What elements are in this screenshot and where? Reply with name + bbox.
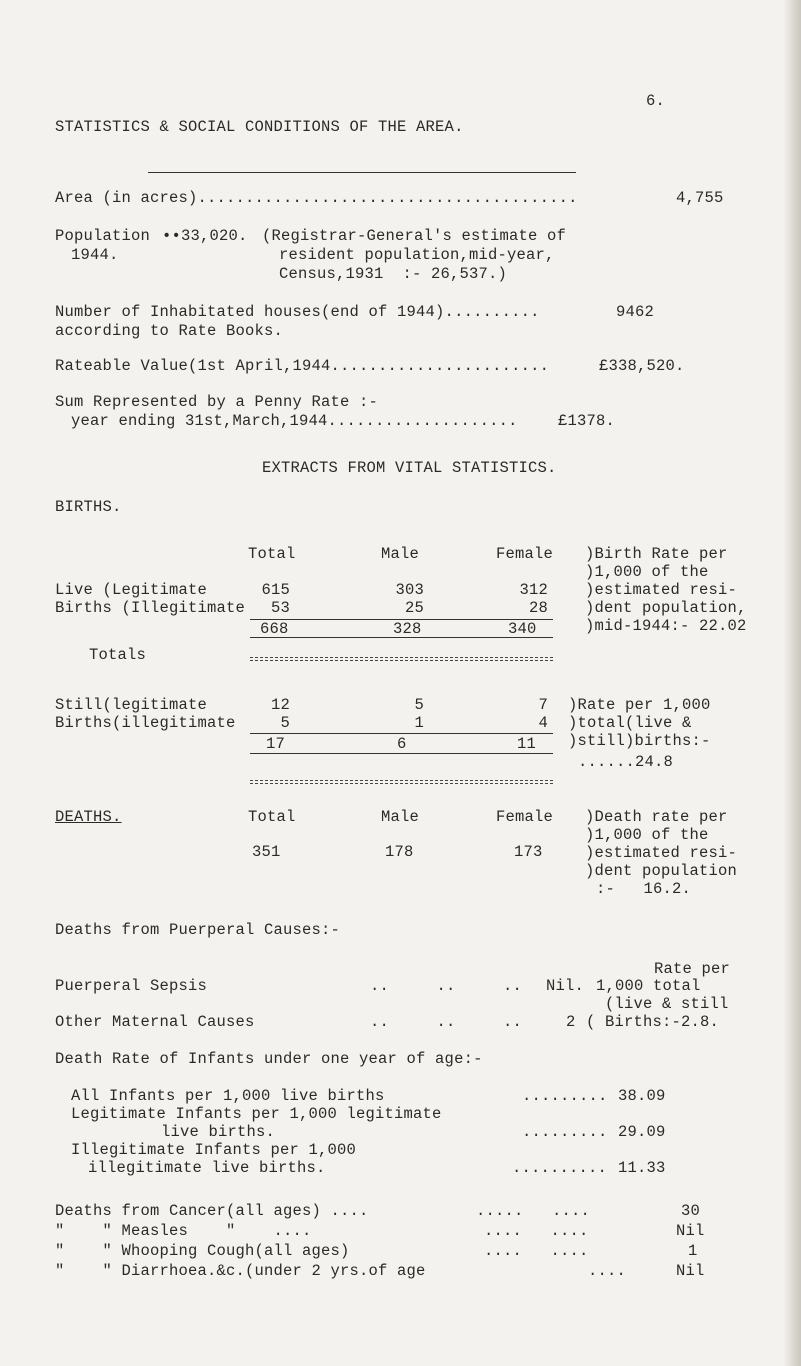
births-total-male: 328 bbox=[393, 620, 422, 638]
death-note-3: )estimated resi- bbox=[585, 844, 738, 862]
still-births-label-1: Still(legitimate bbox=[55, 696, 208, 714]
still-note-4: ......24.8 bbox=[578, 753, 674, 771]
infants-legit-dots: ......... bbox=[522, 1123, 608, 1141]
cancer-deaths-dots: ..... .... bbox=[476, 1202, 591, 1220]
live-births-label-1: Live (Legitimate bbox=[55, 581, 208, 599]
legit-male: 303 bbox=[395, 581, 424, 599]
births-col-male: Male bbox=[381, 545, 420, 563]
deaths-col-female: Female bbox=[496, 808, 554, 826]
illegit-female: 28 bbox=[528, 599, 548, 617]
still-note-1: )Rate per 1,000 bbox=[568, 696, 711, 714]
birth-rate-note-5: )mid-1944:- 22.02 bbox=[585, 617, 747, 635]
still-total-male: 6 bbox=[397, 735, 407, 753]
population-label: Population bbox=[55, 227, 151, 245]
whooping-cough-deaths-dots: .... .... bbox=[484, 1242, 589, 1260]
legit-total: 615 bbox=[261, 581, 290, 599]
page-edge-shadow bbox=[783, 0, 801, 1366]
still-total-female: 11 bbox=[517, 735, 537, 753]
infants-illegit-dots: .......... bbox=[512, 1159, 608, 1177]
rate-head-4: ( Births:-2.8. bbox=[586, 1013, 720, 1031]
area-label: Area (in acres)........................................ bbox=[55, 189, 578, 207]
births-total-all: 668 bbox=[260, 620, 289, 638]
infants-legit-label-1: Legitimate Infants per 1,000 legitimate bbox=[71, 1105, 442, 1123]
infants-illegit-label-2: illegitimate live births. bbox=[88, 1159, 326, 1177]
whooping-cough-deaths-value: 1 bbox=[688, 1242, 698, 1260]
still-note-3: )still)births:- bbox=[568, 732, 711, 750]
death-note-4: )dent population bbox=[585, 862, 738, 880]
still-illegit-total: 5 bbox=[280, 714, 290, 732]
cancer-deaths-label: Deaths from Cancer(all ages) .... bbox=[55, 1202, 369, 1220]
page-number: 6. bbox=[646, 92, 666, 110]
legit-female: 312 bbox=[519, 581, 548, 599]
still-double-rule bbox=[250, 780, 553, 784]
death-note-1: )Death rate per bbox=[585, 808, 728, 826]
still-legit-female: 7 bbox=[538, 696, 548, 714]
births-total-female: 340 bbox=[508, 620, 537, 638]
still-births-label-2: Births(illegitimate bbox=[55, 714, 236, 732]
death-note-2: )1,000 of the bbox=[585, 826, 709, 844]
cancer-deaths-value: 30 bbox=[681, 1202, 701, 1220]
area-value: 4,755 bbox=[676, 189, 724, 207]
still-subtotal-rule bbox=[250, 733, 553, 734]
birth-rate-note-4: )dent population, bbox=[585, 599, 747, 617]
infants-all-dots: ......... bbox=[522, 1087, 608, 1105]
population-note-1: (Registrar-General's estimate of bbox=[262, 227, 567, 245]
still-total-rule bbox=[250, 753, 553, 754]
vital-heading: EXTRACTS FROM VITAL STATISTICS. bbox=[262, 459, 557, 477]
houses-line-1: Number of Inhabitated houses(end of 1944).......... bbox=[55, 303, 540, 321]
births-double-rule bbox=[250, 657, 553, 661]
still-note-2: )total(live & bbox=[568, 714, 692, 732]
still-legit-total: 12 bbox=[270, 696, 290, 714]
deaths-male: 178 bbox=[385, 843, 414, 861]
rate-head-1: Rate per bbox=[654, 960, 731, 978]
infants-illegit-label-1: Illegitimate Infants per 1,000 bbox=[71, 1141, 357, 1159]
death-note-5: :- 16.2. bbox=[596, 880, 692, 898]
sepsis-label: Puerperal Sepsis bbox=[55, 977, 208, 995]
still-legit-male: 5 bbox=[414, 696, 424, 714]
infants-all-label: All Infants per 1,000 live births bbox=[71, 1087, 385, 1105]
rateable-value: £338,520. bbox=[599, 357, 685, 375]
other-maternal-value: 2 bbox=[566, 1013, 576, 1031]
births-total-rule bbox=[250, 637, 553, 638]
deaths-female: 173 bbox=[514, 843, 543, 861]
title-rule bbox=[148, 172, 576, 173]
measles-deaths-value: Nil bbox=[676, 1222, 705, 1240]
houses-line-2: according to Rate Books. bbox=[55, 322, 284, 340]
infants-legit-value: 29.09 bbox=[618, 1123, 666, 1141]
birth-rate-note-1: )Birth Rate per bbox=[585, 545, 728, 563]
deaths-col-total: Total bbox=[248, 808, 296, 826]
population-note-3: Census,1931 :- 26,537.) bbox=[279, 265, 508, 283]
population-value: ••33,020. bbox=[162, 227, 248, 245]
diarrhoea-deaths-label: " " Diarrhoea.&c.(under 2 yrs.of age bbox=[55, 1262, 426, 1280]
measles-deaths-dots: .... .... bbox=[484, 1222, 589, 1240]
totals-label: Totals bbox=[89, 646, 147, 664]
deaths-col-male: Male bbox=[381, 808, 420, 826]
illegit-male: 25 bbox=[404, 599, 424, 617]
whooping-cough-deaths-label: " " Whooping Cough(all ages) bbox=[55, 1242, 350, 1260]
illegit-total: 53 bbox=[270, 599, 290, 617]
live-births-label-2: Births (Illegitimate bbox=[55, 599, 246, 617]
houses-value: 9462 bbox=[616, 303, 655, 321]
sepsis-value: Nil. bbox=[546, 977, 585, 995]
births-heading: BIRTHS. bbox=[55, 498, 122, 516]
still-illegit-male: 1 bbox=[414, 714, 424, 732]
infants-heading: Death Rate of Infants under one year of age:- bbox=[55, 1050, 483, 1068]
birth-rate-note-2: )1,000 of the bbox=[585, 563, 709, 581]
birth-rate-note-3: )estimated resi- bbox=[585, 581, 738, 599]
penny-line-1: Sum Represented by a Penny Rate :- bbox=[55, 393, 379, 411]
sepsis-dots: .. .. .. bbox=[370, 977, 523, 995]
deaths-total: 351 bbox=[252, 843, 281, 861]
still-illegit-female: 4 bbox=[538, 714, 548, 732]
still-total-all: 17 bbox=[266, 735, 286, 753]
infants-illegit-value: 11.33 bbox=[618, 1159, 666, 1177]
births-col-female: Female bbox=[496, 545, 554, 563]
other-maternal-label: Other Maternal Causes bbox=[55, 1013, 255, 1031]
other-maternal-dots: .. .. .. bbox=[370, 1013, 523, 1031]
measles-deaths-label: " " Measles " .... bbox=[55, 1222, 312, 1240]
infants-legit-label-2: live births. bbox=[161, 1123, 276, 1141]
rate-head-2: 1,000 total bbox=[596, 977, 701, 995]
deaths-heading: DEATHS. bbox=[55, 808, 122, 826]
penny-value: £1378. bbox=[558, 412, 616, 430]
diarrhoea-deaths-value: Nil bbox=[676, 1262, 705, 1280]
population-year: 1944. bbox=[71, 246, 119, 264]
births-col-total: Total bbox=[248, 545, 296, 563]
page-title: STATISTICS & SOCIAL CONDITIONS OF THE AREA. bbox=[55, 118, 464, 136]
diarrhoea-deaths-dots: .... bbox=[588, 1262, 627, 1280]
rateable-label: Rateable Value(1st April,1944....................... bbox=[55, 357, 550, 375]
puerperal-heading: Deaths from Puerperal Causes:- bbox=[55, 921, 341, 939]
rate-head-3: (live & still bbox=[605, 995, 729, 1013]
infants-all-value: 38.09 bbox=[618, 1087, 666, 1105]
population-note-2: resident population,mid-year, bbox=[279, 246, 555, 264]
penny-line-2: year ending 31st,March,1944.................... bbox=[71, 412, 518, 430]
